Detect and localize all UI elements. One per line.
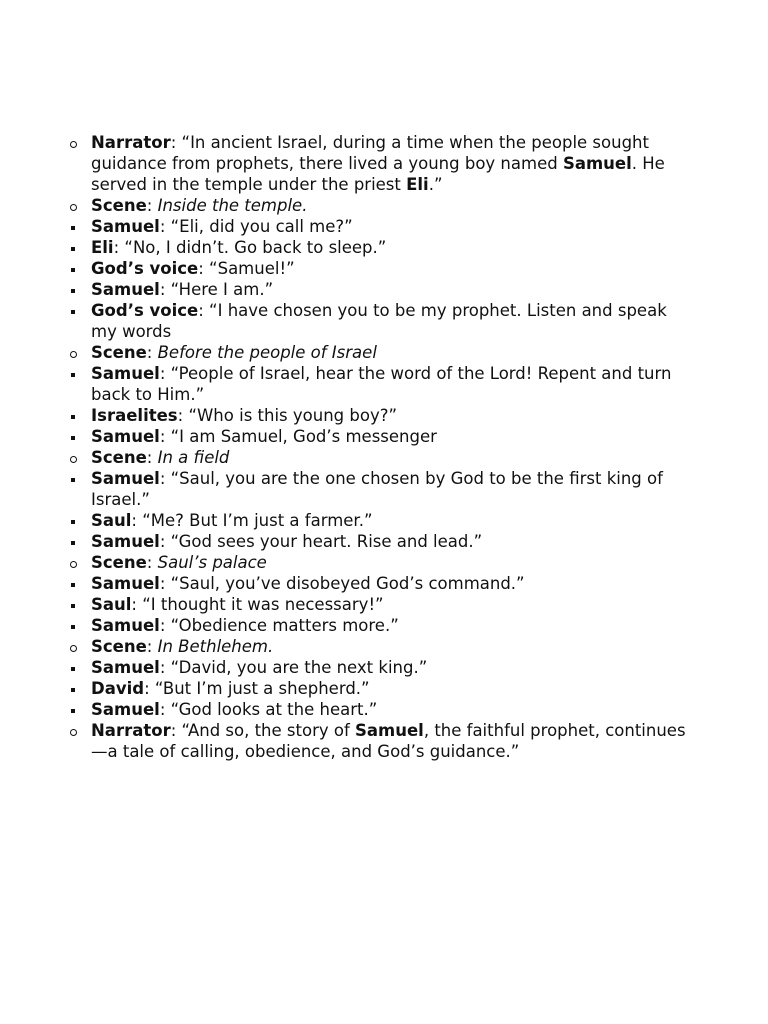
line-text: : “Me? But I’m just a farmer.” — [131, 511, 373, 530]
line-text: : — [146, 343, 158, 362]
hollow-circle-bullet-icon — [66, 552, 80, 573]
line-text: : “People of Israel, hear the word of the Lord! Repent and turn back to Him.” — [91, 364, 672, 404]
speaker-name: Eli — [406, 175, 429, 194]
speaker-name: Saul — [91, 511, 132, 530]
line-text: .” — [428, 175, 443, 194]
hollow-circle-bullet-icon — [66, 447, 80, 468]
speaker-name: Samuel — [355, 721, 424, 740]
speaker-name: God’s voice — [91, 259, 199, 278]
line-text: : — [146, 637, 158, 656]
outline-item — [0, 552, 768, 573]
scene-setting: In a field — [157, 448, 230, 467]
line-text: : — [146, 553, 158, 572]
dialogue-item — [0, 615, 768, 636]
line-text: : “Saul, you are the one chosen by God to be the first king of Israel.” — [91, 469, 663, 509]
dialogue-item — [0, 258, 768, 279]
speaker-name: David — [91, 679, 145, 698]
scene-setting: Saul’s palace — [157, 553, 267, 572]
outline-item — [0, 447, 768, 468]
speaker-name: Samuel — [91, 280, 160, 299]
dialogue-item — [0, 237, 768, 258]
outline-item — [0, 195, 768, 216]
hollow-circle-bullet-icon — [66, 195, 80, 216]
line-text: : “I am Samuel, God’s messenger — [159, 427, 437, 446]
line-text: : — [146, 448, 158, 467]
dialogue-item — [0, 678, 768, 699]
dialogue-item — [0, 216, 768, 237]
square-bullet-icon — [66, 237, 80, 258]
square-bullet-icon — [66, 510, 80, 531]
dialogue-item — [0, 699, 768, 720]
line-text: : “In ancient Israel, during a time when the people sought guidance from prophets, there lived a young boy named — [91, 133, 649, 173]
dialogue-item — [0, 531, 768, 552]
square-bullet-icon — [66, 300, 80, 321]
dialogue-item — [0, 279, 768, 300]
speaker-name: Samuel — [91, 700, 160, 719]
speaker-name: Narrator — [91, 721, 171, 740]
dialogue-item — [0, 594, 768, 615]
outline-item — [0, 132, 768, 195]
line-text: : “But I’m just a shepherd.” — [144, 679, 370, 698]
line-text: : “I thought it was necessary!” — [131, 595, 384, 614]
square-bullet-icon — [66, 678, 80, 699]
speaker-name: Samuel — [91, 217, 160, 236]
speaker-name: Samuel — [91, 469, 160, 488]
speaker-name: Scene — [91, 553, 147, 572]
speaker-name: Scene — [91, 448, 147, 467]
speaker-name: Narrator — [91, 133, 171, 152]
square-bullet-icon — [66, 258, 80, 279]
speaker-name: God’s voice — [91, 301, 199, 320]
speaker-name: Scene — [91, 637, 147, 656]
speaker-name: Scene — [91, 196, 147, 215]
line-text: : “And so, the story of — [170, 721, 356, 740]
dialogue-item — [0, 657, 768, 678]
speaker-name: Samuel — [562, 154, 632, 173]
line-text: : “Eli, did you call me?” — [159, 217, 353, 236]
line-text: : “Who is this young boy?” — [177, 406, 398, 425]
line-text: : “Samuel!” — [198, 259, 295, 278]
square-bullet-icon — [66, 468, 80, 489]
square-bullet-icon — [66, 657, 80, 678]
line-text: , the faithful prophet, continues—a tale of calling, obedience, and God’s guidance.” — [91, 721, 686, 761]
speaker-name: Scene — [91, 343, 147, 362]
dialogue-item — [0, 573, 768, 594]
scene-setting: In Bethlehem. — [157, 637, 274, 656]
square-bullet-icon — [66, 615, 80, 636]
square-bullet-icon — [66, 594, 80, 615]
line-text: : “Here I am.” — [159, 280, 274, 299]
hollow-circle-bullet-icon — [66, 132, 80, 153]
outline-item — [0, 720, 768, 762]
square-bullet-icon — [66, 531, 80, 552]
speaker-name: Eli — [91, 238, 114, 257]
dialogue-item — [0, 405, 768, 426]
dialogue-item — [0, 468, 768, 510]
outline-item — [0, 342, 768, 363]
speaker-name: Samuel — [91, 616, 160, 635]
line-text: : “David, you are the next king.” — [159, 658, 428, 677]
square-bullet-icon — [66, 699, 80, 720]
square-bullet-icon — [66, 216, 80, 237]
hollow-circle-bullet-icon — [66, 636, 80, 657]
square-bullet-icon — [66, 426, 80, 447]
line-text: : “God sees your heart. Rise and lead.” — [159, 532, 483, 551]
square-bullet-icon — [66, 363, 80, 384]
line-text: : “No, I didn’t. Go back to sleep.” — [113, 238, 387, 257]
square-bullet-icon — [66, 573, 80, 594]
speaker-name: Samuel — [91, 532, 160, 551]
line-text: : “Saul, you’ve disobeyed God’s command.” — [159, 574, 525, 593]
dialogue-item — [0, 363, 768, 405]
speaker-name: Samuel — [91, 364, 160, 383]
speaker-name: Israelites — [91, 406, 178, 425]
scene-setting: Before the people of Israel — [157, 343, 377, 362]
speaker-name: Samuel — [91, 427, 160, 446]
line-text: : “God looks at the heart.” — [159, 700, 378, 719]
dialogue-item — [0, 300, 768, 342]
outline-item — [0, 636, 768, 657]
speaker-name: Samuel — [91, 574, 160, 593]
square-bullet-icon — [66, 279, 80, 300]
script-document — [0, 132, 768, 762]
speaker-name: Samuel — [91, 658, 160, 677]
line-text: . He served in the temple under the priest — [91, 154, 665, 194]
dialogue-item — [0, 426, 768, 447]
line-text: : “Obedience matters more.” — [159, 616, 399, 635]
hollow-circle-bullet-icon — [66, 720, 80, 741]
hollow-circle-bullet-icon — [66, 342, 80, 363]
dialogue-item — [0, 510, 768, 531]
line-text: : — [146, 196, 158, 215]
square-bullet-icon — [66, 405, 80, 426]
speaker-name: Saul — [91, 595, 132, 614]
scene-setting: Inside the temple. — [157, 196, 308, 215]
line-text: : “I have chosen you to be my prophet. Listen and speak my words — [91, 301, 667, 341]
